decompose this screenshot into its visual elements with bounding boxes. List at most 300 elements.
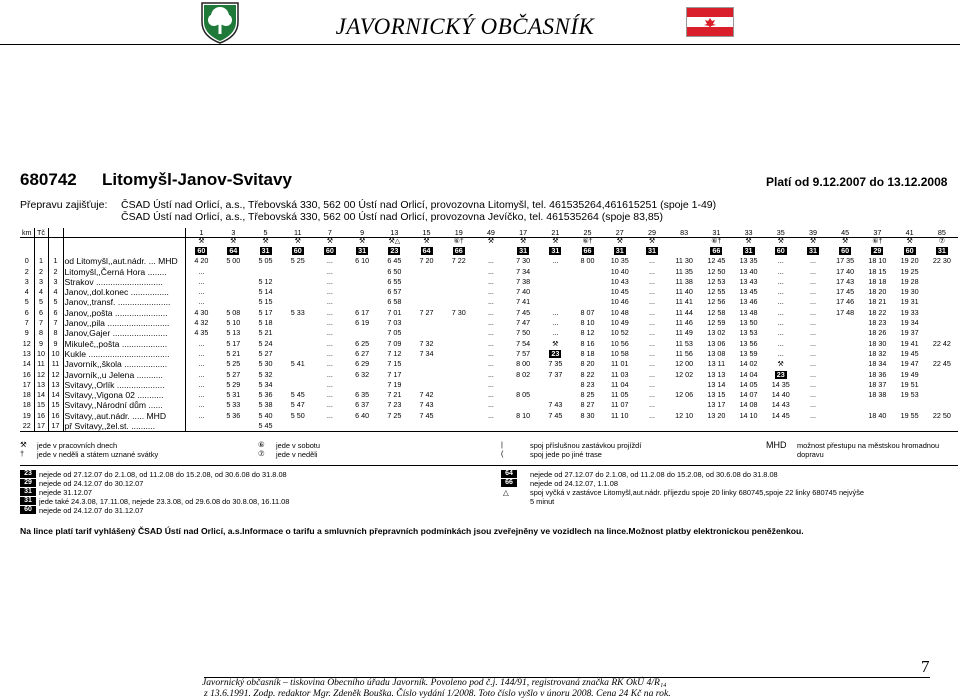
departure-time: 7 22 — [451, 256, 466, 266]
departure-time: 14 02 — [739, 359, 758, 369]
departure-time — [829, 359, 861, 369]
departure-time: 7 12 — [387, 348, 402, 358]
trip-note-cell — [410, 246, 442, 256]
departure-time: ... — [326, 276, 333, 286]
departure-time — [571, 421, 603, 432]
departure-time — [507, 380, 539, 390]
departure-time: 5 30 — [258, 359, 273, 369]
departure-time — [282, 267, 314, 277]
departure-time: ... — [777, 307, 784, 317]
blank-cell — [34, 246, 48, 256]
stop-name: Svitavy,,aut.nádr. ..... MHD — [63, 411, 185, 421]
departure-time: 6 29 — [355, 359, 370, 369]
blank-cell — [20, 238, 34, 247]
departure-time: ... — [198, 359, 205, 369]
trip-note-cell — [314, 246, 346, 256]
departure-time: 7 03 — [387, 318, 402, 328]
trip-note-badge: 31 — [358, 246, 367, 255]
trip-symbol: ⚒ — [648, 238, 656, 245]
departure-time: 19 20 — [900, 256, 919, 266]
trip-number: 25 — [571, 228, 603, 238]
departure-time: 7 27 — [419, 307, 434, 317]
departure-time — [410, 370, 442, 380]
trip-note-cell — [282, 246, 314, 256]
departure-time: ... — [648, 276, 655, 286]
departure-time: ... — [809, 297, 816, 307]
trip-note-cell — [217, 246, 249, 256]
stop-km: 12 — [20, 339, 34, 349]
trip-number: 1 — [185, 228, 217, 238]
departure-time: 13 46 — [739, 297, 758, 307]
departure-time: 18 36 — [868, 369, 887, 379]
departure-time: 5 31 — [226, 390, 241, 400]
departure-time: 11 07 — [611, 400, 629, 410]
departure-time: 19 31 — [900, 297, 919, 307]
departure-time: ... — [648, 318, 655, 328]
line-number: 680742 — [20, 170, 77, 189]
note-code-badge: 31 — [20, 497, 36, 505]
stop-row — [20, 390, 958, 400]
departure-time: ... — [198, 276, 205, 286]
departure-time — [282, 277, 314, 287]
trip-symbol — [668, 238, 700, 247]
stop-km: 16 — [20, 370, 34, 380]
departure-time: 13 48 — [739, 307, 758, 317]
departure-time — [185, 421, 217, 432]
departure-time: 11 41 — [675, 297, 693, 307]
departure-time: 5 14 — [258, 287, 273, 297]
departure-time — [282, 370, 314, 380]
departure-time: 10 46 — [610, 297, 629, 307]
stop-tc-dup: 15 — [48, 400, 63, 410]
departure-time: 18 37 — [868, 379, 887, 389]
departure-time — [443, 370, 475, 380]
departure-time: 10 43 — [610, 276, 629, 286]
departure-time: 7 34 — [516, 266, 531, 276]
trip-number: 29 — [636, 228, 668, 238]
departure-time — [829, 349, 861, 359]
stop-tc: 15 — [34, 400, 48, 410]
departure-time: ... — [487, 276, 494, 286]
departure-time — [346, 328, 378, 338]
departure-time: 5 21 — [258, 328, 273, 338]
trip-symbol: ⚒ — [358, 238, 366, 245]
stop-tc: 2 — [34, 267, 48, 277]
departure-time: ... — [198, 266, 205, 276]
blank-cell — [20, 246, 34, 256]
departure-time — [829, 421, 861, 432]
departure-time — [282, 328, 314, 338]
operator-line-2: ČSAD Ústí nad Orlicí, a.s., Třebovská 330, 562 00 Ústí nad Orlicí, provozovna Jevíčko, tel. 461535264 (spoje 83,85) — [121, 211, 664, 223]
departure-time: 14 05 — [739, 379, 758, 389]
stop-name: Janov,,pila .......................... — [63, 318, 185, 328]
departure-time: 17 46 — [836, 297, 855, 307]
departure-time: 18 40 — [868, 410, 887, 420]
trip-number: 35 — [765, 228, 797, 238]
stop-tc-dup: 11 — [48, 359, 63, 369]
departure-time — [443, 349, 475, 359]
departure-time — [443, 339, 475, 349]
departure-time: ... — [809, 256, 816, 266]
trip-note-cell — [604, 246, 636, 256]
departure-time: 5 33 — [226, 400, 241, 410]
departure-time: 14 07 — [739, 390, 758, 400]
departure-time — [443, 297, 475, 307]
departure-time: ... — [809, 338, 816, 348]
departure-time: ... — [487, 256, 494, 266]
trip-number: 33 — [732, 228, 764, 238]
departure-time: 6 27 — [355, 348, 370, 358]
departure-time — [507, 421, 539, 432]
departure-time: 12 10 — [675, 410, 694, 420]
trip-note-badge: 60 — [905, 246, 914, 255]
departure-time: 13 02 — [707, 328, 726, 338]
trip-note-badge: 60 — [325, 246, 334, 255]
note-text: nejede od 24.12.07, 1.1.08 — [530, 479, 618, 488]
departure-time: ... — [487, 359, 494, 369]
departure-time: 18 38 — [868, 390, 887, 400]
departure-time — [282, 318, 314, 328]
departure-time: ... — [487, 318, 494, 328]
departure-time — [926, 390, 958, 400]
note-text: nejede 31.12.07 — [39, 488, 93, 497]
departure-time — [926, 421, 958, 432]
departure-time — [926, 287, 958, 297]
departure-time: ... — [198, 338, 205, 348]
stop-row — [20, 400, 958, 410]
departure-time: 5 21 — [226, 348, 241, 358]
departure-time — [668, 421, 700, 432]
stop-tc: 5 — [34, 297, 48, 307]
trip-note-badge: 64 — [229, 246, 238, 255]
departure-time: 6 58 — [387, 297, 402, 307]
departure-time: ... — [809, 348, 816, 358]
departure-time: 10 45 — [610, 287, 629, 297]
departure-time: 5 17 — [226, 338, 241, 348]
col-spacer — [48, 228, 63, 238]
departure-time: ... — [326, 318, 333, 328]
trip-number: 37 — [861, 228, 893, 238]
departure-time: ... — [487, 307, 494, 317]
departure-time: ... — [648, 338, 655, 348]
departure-time: 18 22 — [868, 307, 887, 317]
departure-time: 10 48 — [610, 307, 629, 317]
departure-time — [539, 390, 571, 400]
departure-time: ... — [809, 307, 816, 317]
legend-rule — [20, 465, 958, 466]
departure-time: 11 44 — [675, 307, 693, 317]
departure-time: 13 56 — [739, 338, 758, 348]
stop-tc-dup: 17 — [48, 421, 63, 432]
departure-time: 7 20 — [419, 256, 434, 266]
departure-time: ... — [777, 338, 784, 348]
departure-time: 7 17 — [387, 369, 402, 379]
stop-km: 18 — [20, 390, 34, 400]
departure-time: ... — [809, 266, 816, 276]
departure-time: 7 54 — [516, 338, 531, 348]
note-code-badge: 66 — [501, 479, 517, 487]
departure-time: 5 17 — [258, 307, 273, 317]
stop-tc: 3 — [34, 277, 48, 287]
departure-time — [668, 400, 700, 410]
departure-time: ... — [648, 390, 655, 400]
trip-symbol: ⑦ — [938, 238, 945, 245]
trip-symbol: ⚒ — [487, 238, 495, 245]
stop-km: 6 — [20, 308, 34, 318]
legend-other-route-text: spoj jede po jiné trase — [530, 450, 602, 459]
departure-time: 5 12 — [258, 276, 273, 286]
departure-time: 22 42 — [932, 338, 951, 348]
trip-symbol: ⚒ — [520, 238, 527, 245]
departure-time: 5 08 — [226, 307, 241, 317]
stop-tc-dup: 1 — [48, 256, 63, 266]
departure-time: 11 30 — [675, 256, 693, 266]
departure-time: 7 30 — [516, 256, 531, 266]
stop-km: 0 — [20, 256, 34, 266]
departure-time: ... — [552, 256, 559, 266]
departure-time: ... — [198, 390, 205, 400]
departure-time: 12 50 — [707, 266, 726, 276]
departure-time — [829, 339, 861, 349]
blank-cell — [63, 246, 185, 256]
trip-note-badge: 64 — [422, 246, 431, 255]
trip-note-badge: 31 — [744, 246, 753, 255]
departure-time: 19 33 — [900, 307, 919, 317]
stop-row — [20, 339, 958, 349]
trip-symbol: ⑥† — [582, 238, 593, 245]
note-code-badge: △ — [503, 488, 509, 497]
trip-note-cell — [185, 246, 217, 256]
departure-time: 5 40 — [258, 410, 273, 420]
departure-time: 8 20 — [580, 359, 595, 369]
departure-time: 11 10 — [611, 410, 629, 420]
trip-number: 5 — [249, 228, 281, 238]
departure-time: 10 35 — [610, 256, 629, 266]
departure-time: 11 03 — [611, 369, 629, 379]
departure-time: ... — [809, 410, 816, 420]
departure-time: 13 59 — [739, 348, 758, 358]
departure-time — [765, 370, 797, 380]
departure-time: 8 10 — [516, 410, 531, 420]
departure-time — [443, 267, 475, 277]
departure-time — [282, 421, 314, 432]
trip-note-cell — [765, 246, 797, 256]
stop-name: Janov,Gajer ....................... — [63, 328, 185, 338]
departure-time: 5 34 — [258, 379, 273, 389]
trip-note-badge: 66 — [454, 246, 463, 255]
departure-time: ... — [648, 379, 655, 389]
departure-time: ... — [198, 297, 205, 307]
departure-time: ... — [648, 410, 655, 420]
departure-time: ... — [777, 297, 784, 307]
departure-time: 10 40 — [610, 266, 629, 276]
departure-time: 17 45 — [836, 287, 855, 297]
stop-name: Javorník,,škola .................. — [63, 359, 185, 369]
departure-time: ... — [777, 328, 784, 338]
trip-symbol: ⚒ — [777, 238, 784, 245]
stop-name: př Svitavy,,žel.st. .......... — [63, 421, 185, 432]
note-code-badge: 64 — [501, 470, 517, 478]
trip-note-cell — [732, 246, 764, 256]
stop-tc: 8 — [34, 328, 48, 338]
departure-time: 17 48 — [836, 307, 855, 317]
departure-time: ... — [487, 410, 494, 420]
departure-time — [346, 297, 378, 307]
departure-time: 19 41 — [900, 338, 919, 348]
departure-time: ... — [487, 297, 494, 307]
departure-time: 10 52 — [610, 328, 629, 338]
departure-time: ... — [487, 287, 494, 297]
trip-symbol: ⚒ — [906, 238, 913, 245]
departure-time: 7 40 — [516, 287, 531, 297]
departure-time: 8 27 — [580, 400, 595, 410]
departure-time: 5 41 — [290, 359, 305, 369]
departure-time — [926, 308, 958, 318]
stop-tc-dup: 3 — [48, 277, 63, 287]
departure-time: 19 25 — [900, 266, 919, 276]
trip-number: 27 — [604, 228, 636, 238]
stop-name: Javorník,,u Jelena ........... — [63, 370, 185, 380]
departure-time: 18 20 — [868, 287, 887, 297]
departure-time: 19 53 — [900, 390, 919, 400]
trip-note-cell — [926, 246, 958, 256]
departure-time — [926, 400, 958, 410]
trip-symbol: ⚒ — [552, 238, 559, 245]
departure-time: 6 25 — [355, 338, 370, 348]
departure-time — [539, 349, 571, 359]
departure-time: 8 16 — [580, 338, 595, 348]
stop-tc-dup: 7 — [48, 318, 63, 328]
departure-time — [926, 380, 958, 390]
departure-time: 6 45 — [387, 256, 402, 266]
departure-time: 5 36 — [226, 410, 241, 420]
departure-time: 4 30 — [194, 307, 209, 317]
departure-time — [732, 421, 764, 432]
trip-note-cell — [829, 246, 861, 256]
operator-label: Přepravu zajišťuje: — [20, 199, 108, 211]
stop-row — [20, 287, 958, 297]
col-km-header: km — [20, 228, 34, 238]
departure-time: ... — [552, 328, 559, 338]
stop-km: 14 — [20, 359, 34, 369]
departure-time: 19 47 — [900, 359, 919, 369]
departure-time: 13 43 — [739, 276, 758, 286]
departure-time: 18 23 — [868, 318, 887, 328]
departure-time: ... — [648, 400, 655, 410]
note-code-badge: 23 — [20, 470, 36, 478]
page-number: 7 — [921, 657, 930, 676]
departure-time — [410, 277, 442, 287]
departure-time: 6 35 — [355, 390, 370, 400]
note-text: nejede od 27.12.07 do 2.1.08, od 11.2.08 do 15.2.08, od 30.6.08 do 31.8.08 — [530, 470, 778, 479]
departure-time: 18 26 — [868, 328, 887, 338]
stop-name: Litomyšl,,Černá Hora ........ — [63, 267, 185, 277]
departure-time — [282, 297, 314, 307]
departure-time: 5 15 — [258, 297, 273, 307]
departure-time: 7 23 — [387, 400, 402, 410]
departure-time — [926, 318, 958, 328]
departure-time: 8 02 — [516, 369, 531, 379]
trip-number: 11 — [282, 228, 314, 238]
departure-time — [443, 277, 475, 287]
departure-time: 8 07 — [580, 307, 595, 317]
trip-symbol: ⚒ — [809, 238, 817, 245]
departure-time: 7 43 — [419, 400, 434, 410]
departure-time: ... — [809, 318, 816, 328]
trip-symbol: ⚒ — [198, 238, 205, 245]
departure-time — [282, 287, 314, 297]
departure-time: 5 36 — [258, 390, 273, 400]
departure-time: 5 27 — [258, 348, 273, 358]
departure-time: 13 11 — [707, 359, 726, 369]
departure-time: 7 38 — [516, 276, 531, 286]
departure-time: 14 08 — [739, 400, 758, 410]
departure-time: 19 51 — [900, 379, 919, 389]
trip-symbol: ⑥† — [872, 238, 883, 245]
departure-time: ... — [648, 359, 655, 369]
trip-symbol: ⚒ — [294, 238, 301, 245]
departure-time: 12 02 — [675, 369, 694, 379]
departure-time: 17 43 — [836, 276, 855, 286]
departure-time — [893, 421, 925, 432]
stop-name: Svitavy,,Vigona 02 ........... — [63, 390, 185, 400]
departure-time: 11 04 — [611, 379, 629, 389]
timetable-grid — [20, 228, 958, 432]
departure-time — [829, 318, 861, 328]
departure-time: 5 13 — [226, 328, 241, 338]
note-text: jede také 24.3.08, 17.11.08, nejede 23.3.08, od 29.6.08 do 30.8.08, 16.11.08 — [39, 497, 290, 506]
departure-time: ... — [326, 369, 333, 379]
departure-time: 22 30 — [932, 256, 951, 266]
departure-time: 7 05 — [387, 328, 402, 338]
validity-text: Platí od 9.12.2007 do 13.12.2008 — [766, 175, 948, 189]
departure-time — [700, 421, 732, 432]
departure-time: 13 50 — [739, 318, 758, 328]
blank-cell — [48, 238, 63, 247]
departure-time: ... — [326, 359, 333, 369]
departure-time: 13 35 — [739, 256, 758, 266]
departure-time: ... — [326, 390, 333, 400]
departure-time: 11 56 — [675, 348, 693, 358]
departure-time: 7 19 — [387, 379, 402, 389]
departure-time: 7 15 — [387, 359, 402, 369]
departure-time — [443, 318, 475, 328]
col-tc-header: Tč — [34, 228, 48, 238]
timetable-symbol-row — [20, 238, 958, 247]
departure-time — [539, 287, 571, 297]
trip-note-badge: 66 — [583, 246, 592, 255]
departure-time: ... — [326, 297, 333, 307]
departure-time: 14 45 — [771, 410, 790, 420]
header-rule — [0, 44, 960, 45]
stop-km: 2 — [20, 267, 34, 277]
departure-time: ... — [809, 379, 816, 389]
departure-time: ... — [198, 348, 205, 358]
departure-time: 12 56 — [707, 297, 726, 307]
departure-time — [507, 400, 539, 410]
departure-time — [443, 359, 475, 369]
departure-time: 22 50 — [932, 410, 951, 420]
stop-tc-dup: 6 — [48, 308, 63, 318]
legend-mhd-label: MHD — [766, 440, 787, 450]
departure-time: 6 32 — [355, 369, 370, 379]
trip-note-cell — [797, 246, 829, 256]
departure-time: ... — [487, 379, 494, 389]
legend-other-route-symbol: ( — [501, 449, 504, 458]
timetable-header-row — [20, 228, 958, 238]
departure-time — [282, 349, 314, 359]
departure-time — [571, 267, 603, 277]
